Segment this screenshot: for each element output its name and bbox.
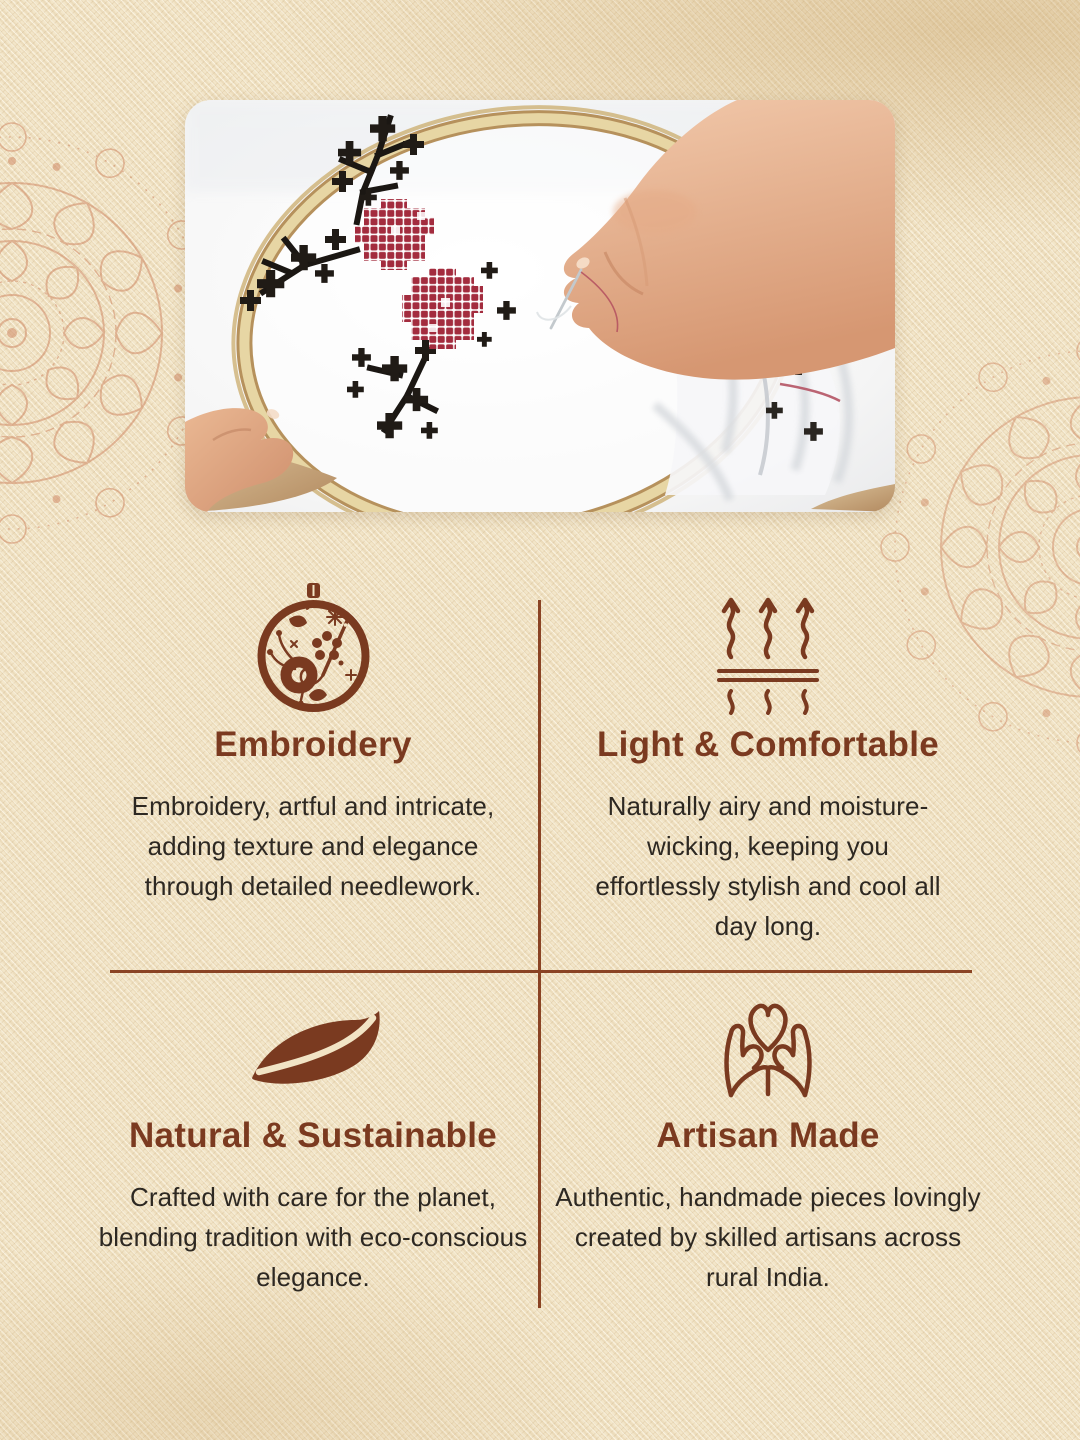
hero-photo [185,100,895,512]
feature-light-comfortable [542,583,994,946]
feature-description: Crafted with care for the planet, blending tradition with eco-conscious elegance. [98,1182,528,1293]
feature-title: Artisan Made [656,1116,880,1155]
feature-description: Embroidery, artful and intricate, adding texture and elegance through detailed needlework. [131,791,495,902]
feature-title: Natural & Sustainable [128,1116,498,1155]
feature-description: Naturally airy and moisture-wicking, keeping you effortlessly stylish and cool all day long. [595,791,941,942]
feature-title: Embroidery [214,725,412,764]
feature-natural-sustainable [85,988,541,1297]
airflow-breathable-icon [713,583,823,715]
leaf-icon [243,988,383,1100]
feature-title: Light & Comfortable [596,725,940,764]
feature-embroidery [85,583,541,906]
horizontal-divider [110,970,972,973]
hands-holding-heart-icon [718,988,818,1100]
feature-artisan-made [542,988,994,1297]
embroidery-hoop-icon [251,583,376,715]
feature-description: Authentic, handmade pieces lovingly created by skilled artisans across rural India. [555,1182,981,1293]
